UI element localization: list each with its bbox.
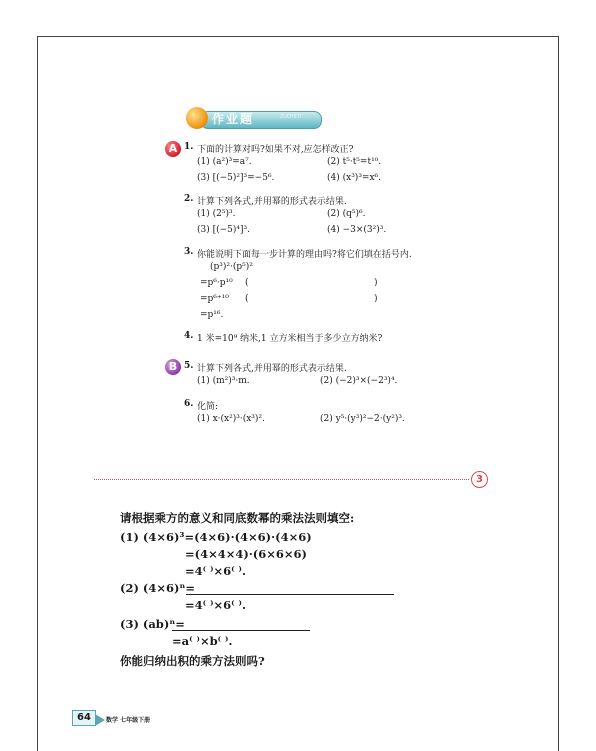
q3-line3: =p⁶⁺¹⁰ <box>200 294 229 304</box>
fill-intro: 请根据乘方的意义和同底数幂的乘法法则填空: <box>120 511 355 525</box>
q5-item1: (1) (m²)³·m. <box>197 376 250 386</box>
section-marker: 3 <box>471 471 488 488</box>
q3-line2: =p⁶·p¹⁰ <box>200 278 233 288</box>
fill-blank-3 <box>172 630 310 631</box>
q6-number: 6. <box>184 399 194 409</box>
q3-number: 3. <box>184 247 194 257</box>
q4-text: 1 米=10⁹ 纳米,1 立方米相当于多少立方纳米? <box>197 334 383 344</box>
q5-number: 5. <box>184 361 194 371</box>
fill-line7: =a⁽ ⁾×b⁽ ⁾. <box>172 634 233 648</box>
q1-item1: (1) (a²)³=a⁷. <box>197 157 252 167</box>
q5-item2: (2) (−2)³×(−2³)⁴. <box>320 376 398 386</box>
q2-item1: (1) (2⁵)³. <box>197 209 236 219</box>
fill-line8: 你能归纳出积的乘方法则吗? <box>120 654 265 668</box>
q3-paren-right-2: ) <box>374 294 378 304</box>
q2-item2: (2) (q⁵)⁶. <box>327 209 366 219</box>
level-a-icon: A <box>165 141 181 157</box>
homework-badge <box>186 107 322 129</box>
q3-paren-left-2: ( <box>245 294 249 304</box>
q3-paren-left-1: ( <box>245 278 249 288</box>
q5-text: 计算下列各式,并用幂的形式表示结果. <box>197 364 347 374</box>
page-number: 64 <box>72 710 96 726</box>
fill-line4: (2) (4×6)ⁿ= <box>120 581 196 595</box>
q1-item4: (4) (x³)³=x⁶. <box>327 173 382 183</box>
section-divider <box>94 479 469 480</box>
q1-item3: (3) [(−5)²]³=−5⁶. <box>197 173 275 183</box>
q3-line4: =p¹⁶. <box>200 310 224 320</box>
q1-number: 1. <box>184 142 194 152</box>
book-title: 数学 七年级下册 <box>106 717 151 724</box>
orange-ball-icon <box>186 107 208 129</box>
q1-text: 下面的计算对吗?如果不对,应怎样改正? <box>197 145 354 155</box>
q3-paren-right-1: ) <box>374 278 378 288</box>
q2-item4: (4) −3×(3²)³. <box>327 225 387 235</box>
fill-blank-2 <box>186 594 394 595</box>
q1-item2: (2) t⁵·t⁵=t¹⁰. <box>327 157 382 167</box>
q6-item1: (1) x·(x²)³·(x³)². <box>197 414 265 424</box>
q6-item2: (2) y⁵·(y³)²−2·(y²)³. <box>320 414 405 424</box>
q6-text: 化简: <box>197 402 219 412</box>
page-arrow-icon <box>95 714 105 726</box>
fill-line2: =(4×4×4)·(6×6×6) <box>185 547 307 561</box>
q2-number: 2. <box>184 194 194 204</box>
fill-line3: =4⁽ ⁾×6⁽ ⁾. <box>185 564 246 578</box>
q4-number: 4. <box>184 331 194 341</box>
badge-subtitle: ZUOYETI <box>280 114 302 120</box>
level-b-icon: B <box>165 359 181 375</box>
q3-text: 你能说明下面每一步计算的理由吗?将它们填在括号内. <box>197 250 412 260</box>
q2-text: 计算下列各式,并用幂的形式表示结果. <box>197 197 347 207</box>
q3-line1: (p³)²·(p⁵)² <box>210 262 253 272</box>
fill-line5: =4⁽ ⁾×6⁽ ⁾. <box>185 598 246 612</box>
q2-item3: (3) [(−5)⁴]³. <box>197 225 250 235</box>
fill-line1: (1) (4×6)³=(4×6)·(4×6)·(4×6) <box>120 530 312 544</box>
badge-title: 作业题 <box>212 112 255 126</box>
fill-line6: (3) (ab)ⁿ= <box>120 617 185 631</box>
